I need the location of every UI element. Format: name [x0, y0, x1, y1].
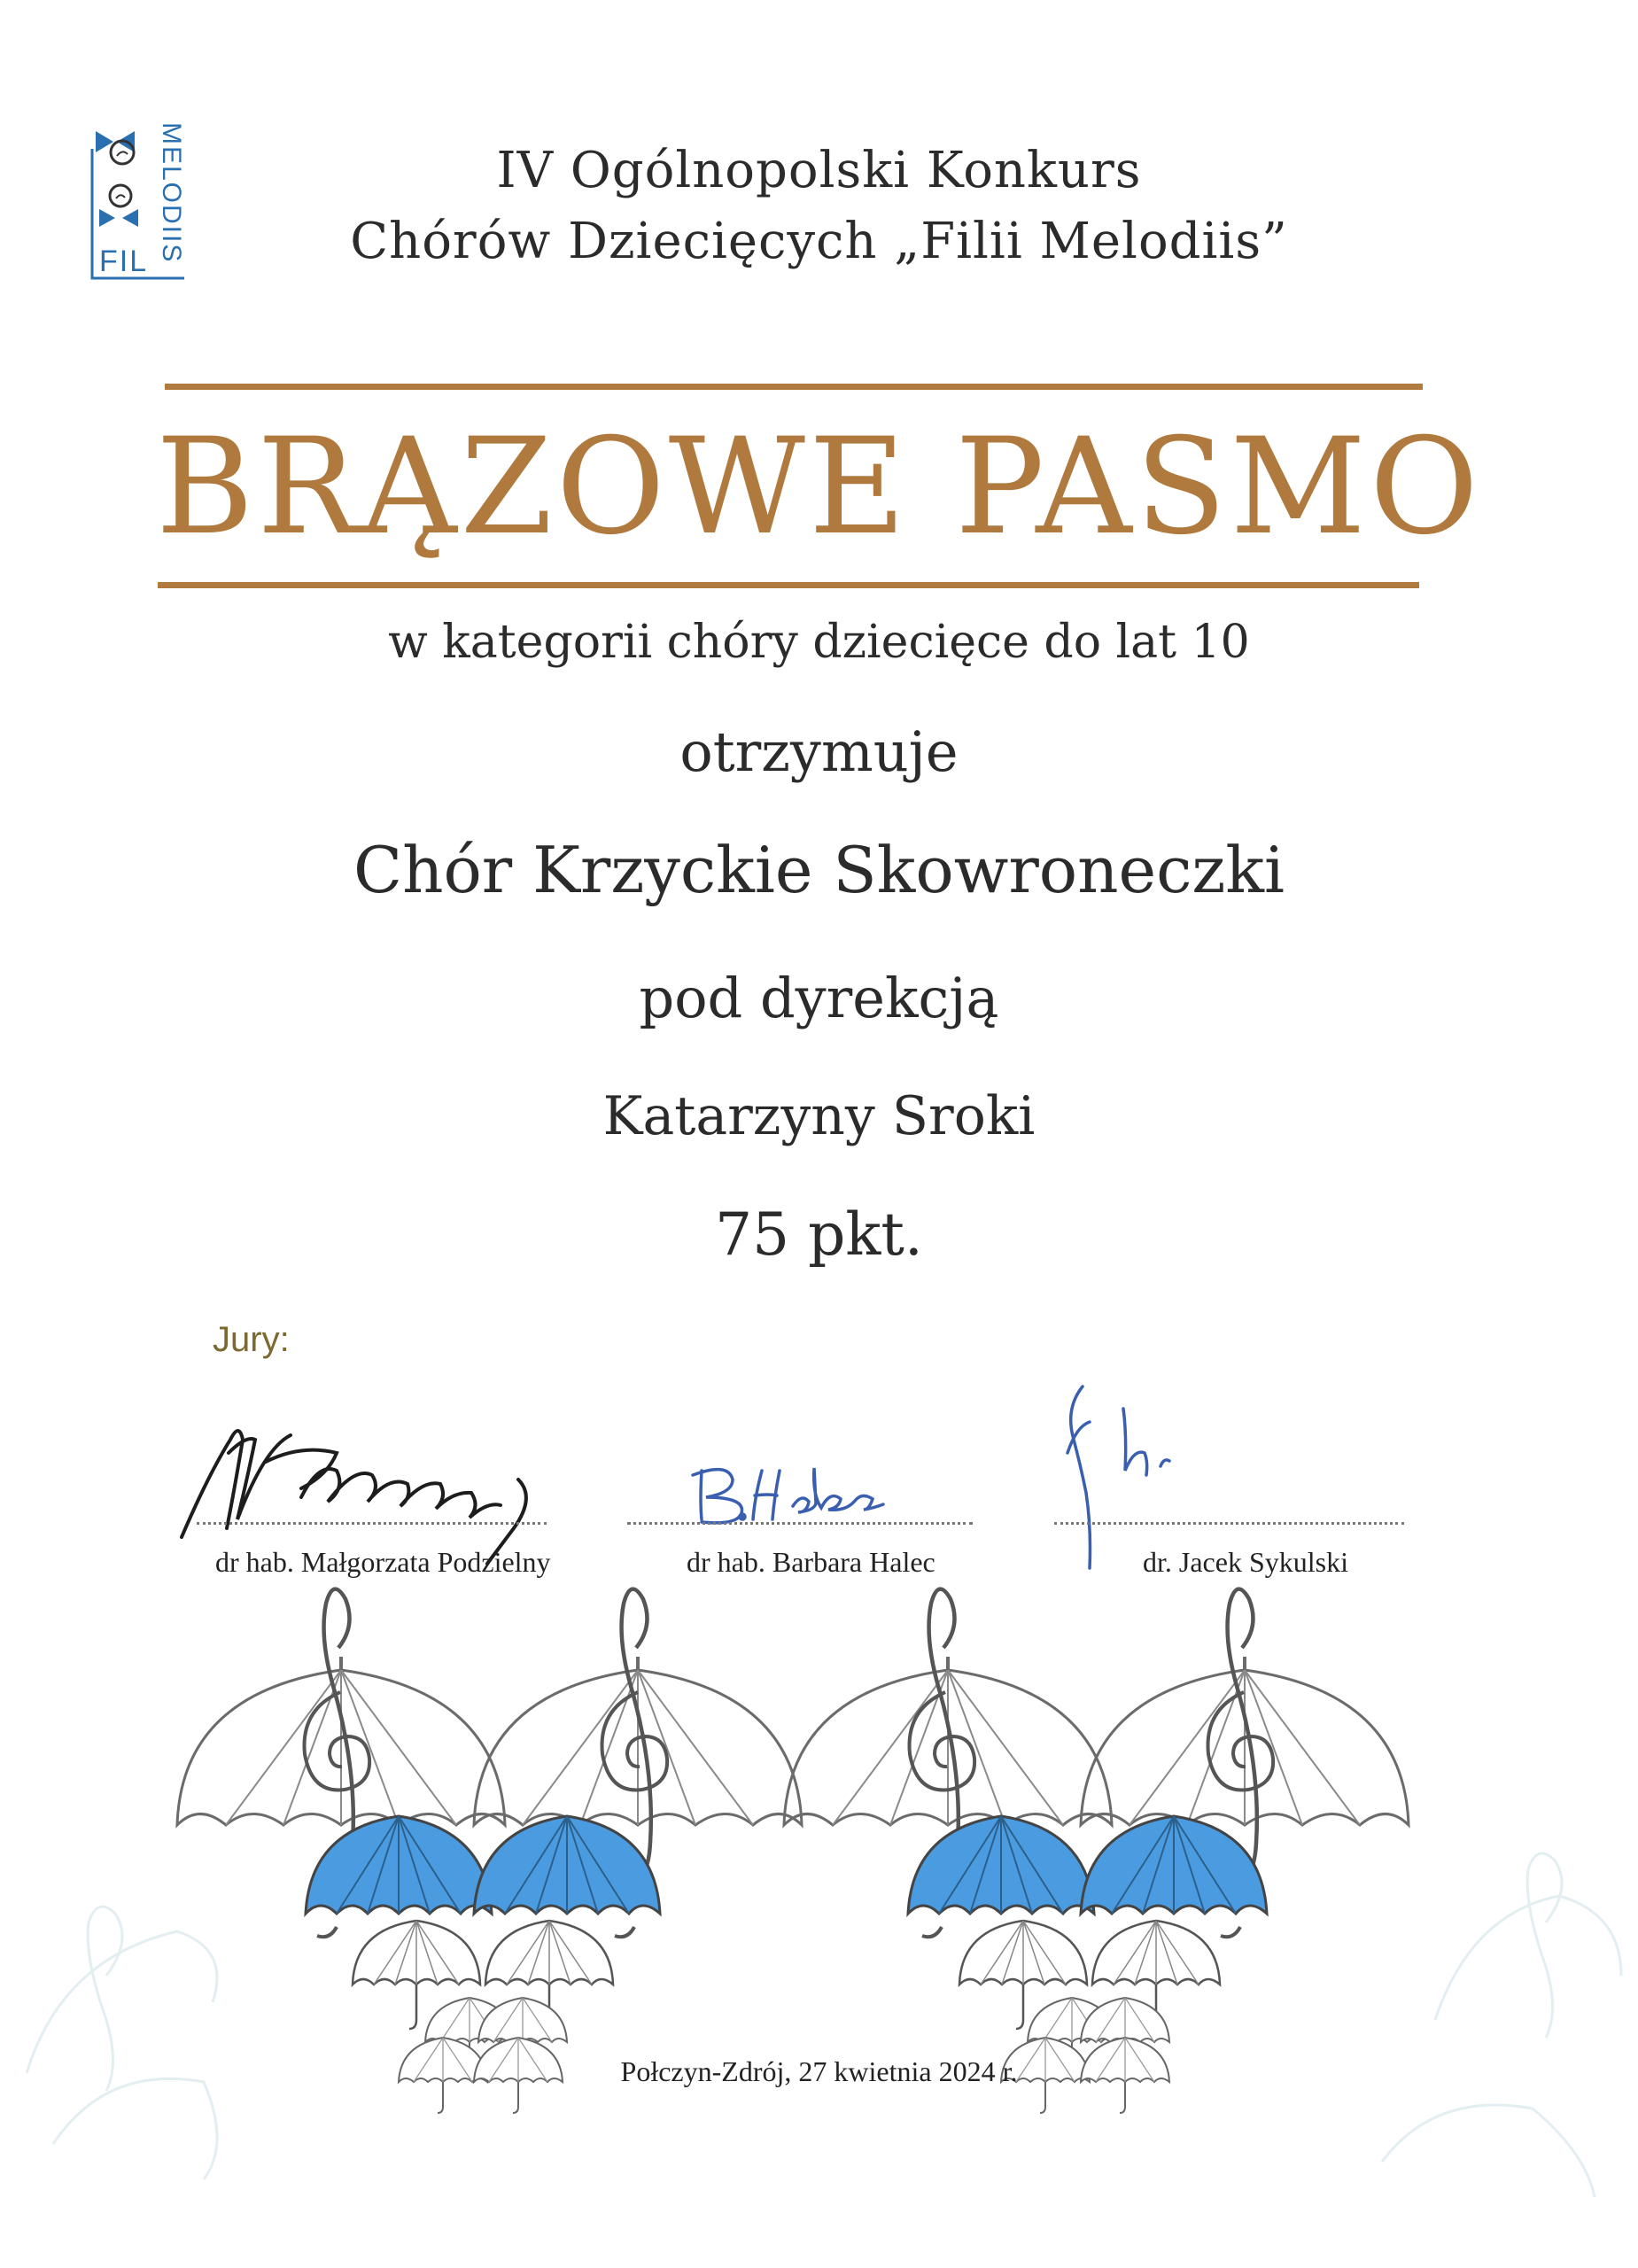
- receives-text: otrzymuje: [679, 719, 959, 784]
- conductor-name: Katarzyny Sroki: [602, 1085, 1036, 1147]
- jury-member-name-1: dr hab. Małgorzata Podzielny: [215, 1546, 551, 1578]
- logo-text-fil: FIL: [99, 245, 149, 278]
- jury-label: Jury:: [213, 1320, 290, 1359]
- jury-member-name-2: dr hab. Barbara Halec: [687, 1546, 935, 1578]
- header-line-1: IV Ogólnopolski Konkurs: [496, 142, 1142, 199]
- umbrella-group-right: [784, 1589, 1409, 2113]
- logo-text-melodiis: MELODIIS: [157, 122, 186, 264]
- points-score: 75 pkt.: [715, 1200, 923, 1269]
- place-and-date: Połczyn-Zdrój, 27 kwietnia 2024 r.: [620, 2055, 1018, 2087]
- jury-member-name-3: dr. Jacek Sykulski: [1143, 1546, 1348, 1578]
- direction-label: pod dyrekcją: [639, 966, 999, 1030]
- watermark-right: [1382, 1853, 1621, 2197]
- award-title: BRĄZOWE PASMO: [156, 410, 1482, 564]
- umbrella-group-left: [177, 1589, 802, 2113]
- header-line-2: Chórów Dziecięcych „Filii Melodiis”: [350, 213, 1288, 270]
- recipient-name: Chór Krzyckie Skowroneczki: [353, 833, 1285, 907]
- watermark-left: [27, 1907, 217, 2179]
- award-category: w kategorii chóry dziecięce do lat 10: [388, 616, 1250, 669]
